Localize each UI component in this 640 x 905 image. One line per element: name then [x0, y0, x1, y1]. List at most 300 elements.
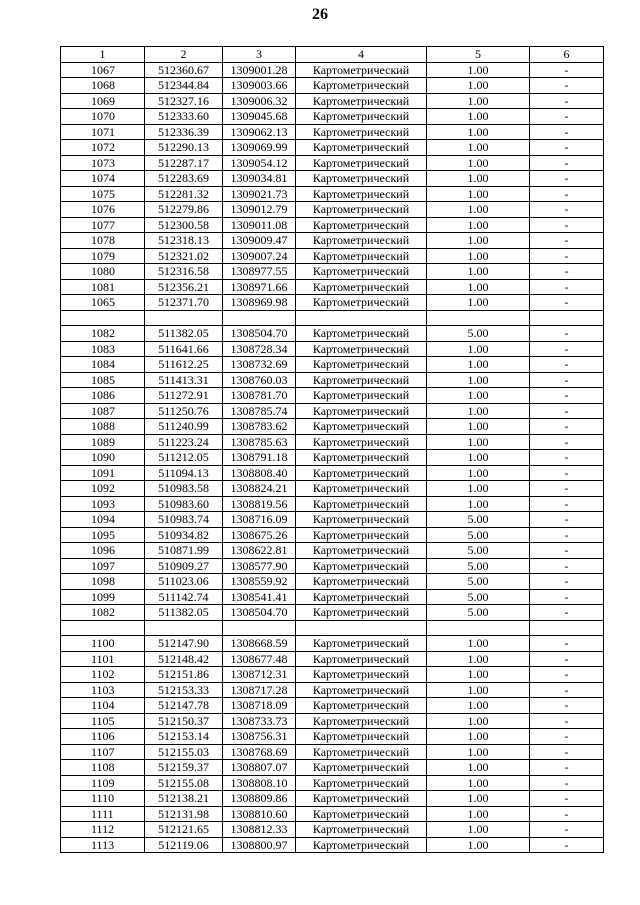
table-cell: 1308824.21	[223, 481, 296, 497]
table-cell: Картометрический	[296, 326, 427, 342]
table-cell: Картометрический	[296, 837, 427, 853]
table-cell: 512281.32	[145, 186, 223, 202]
table-cell: -	[530, 512, 604, 528]
table-cell: Картометрический	[296, 217, 427, 233]
table-cell: 1308969.98	[223, 295, 296, 311]
table-cell: 512336.39	[145, 124, 223, 140]
table-cell: 1.00	[427, 744, 530, 760]
table-cell: 1308712.31	[223, 667, 296, 683]
table-cell: 1.00	[427, 217, 530, 233]
table-cell: 511641.66	[145, 341, 223, 357]
table-cell: 511250.76	[145, 403, 223, 419]
table-cell: 1308677.48	[223, 651, 296, 667]
table-cell: -	[530, 78, 604, 94]
table-cell: 512279.86	[145, 202, 223, 218]
table-cell: Картометрический	[296, 760, 427, 776]
table-cell: -	[530, 62, 604, 78]
table-cell: 511223.24	[145, 434, 223, 450]
table-cell: Картометрический	[296, 78, 427, 94]
table-cell: -	[530, 388, 604, 404]
table-cell: 1091	[61, 465, 145, 481]
table-cell: Картометрический	[296, 434, 427, 450]
table-cell: 1113	[61, 837, 145, 853]
column-header: 4	[296, 47, 427, 63]
table-cell: 512155.03	[145, 744, 223, 760]
table-cell: 1308783.62	[223, 419, 296, 435]
table-cell: -	[530, 357, 604, 373]
table-cell: 1.00	[427, 171, 530, 187]
table-cell: 5.00	[427, 605, 530, 621]
table-row	[61, 465, 604, 481]
table-cell: 1080	[61, 264, 145, 280]
table-row	[61, 558, 604, 574]
table-cell: Картометрический	[296, 636, 427, 652]
table-cell: 1308756.31	[223, 729, 296, 745]
table-cell: -	[530, 543, 604, 559]
column-header: 1	[61, 47, 145, 63]
table-cell: 1079	[61, 248, 145, 264]
table-cell: Картометрический	[296, 481, 427, 497]
table-cell: -	[530, 558, 604, 574]
table-cell: 512290.13	[145, 140, 223, 156]
table-cell: 1308808.40	[223, 465, 296, 481]
table-cell: 1308768.69	[223, 744, 296, 760]
column-header: 2	[145, 47, 223, 63]
table-cell: 1309069.99	[223, 140, 296, 156]
table-cell: -	[530, 775, 604, 791]
table-cell: -	[530, 496, 604, 512]
table-cell: 510983.74	[145, 512, 223, 528]
table-cell: -	[530, 729, 604, 745]
table-row	[61, 155, 604, 171]
table-cell: 5.00	[427, 589, 530, 605]
table-cell: 510983.60	[145, 496, 223, 512]
table-cell: 1308577.90	[223, 558, 296, 574]
table-header-row	[61, 47, 604, 63]
table-row	[61, 403, 604, 419]
table-cell: 1069	[61, 93, 145, 109]
table-cell: 1.00	[427, 186, 530, 202]
table-cell: 512316.58	[145, 264, 223, 280]
table-cell: 1095	[61, 527, 145, 543]
table-cell: -	[530, 217, 604, 233]
table-cell	[427, 620, 530, 636]
table-cell: -	[530, 403, 604, 419]
table-cell: Картометрический	[296, 295, 427, 311]
table-cell: 512155.08	[145, 775, 223, 791]
table-cell: 1.00	[427, 713, 530, 729]
table-cell: 1308504.70	[223, 326, 296, 342]
table-cell: -	[530, 667, 604, 683]
table-row	[61, 124, 604, 140]
table-cell: 1308622.81	[223, 543, 296, 559]
table-cell: Картометрический	[296, 264, 427, 280]
table-cell: 1308812.33	[223, 822, 296, 838]
table-cell: 1106	[61, 729, 145, 745]
table-cell: 1.00	[427, 419, 530, 435]
table-cell: 1070	[61, 109, 145, 125]
table-row	[61, 605, 604, 621]
table-cell: 512147.78	[145, 698, 223, 714]
table-cell: 1101	[61, 651, 145, 667]
table-cell: Картометрический	[296, 186, 427, 202]
table-cell: -	[530, 651, 604, 667]
table-cell: 1103	[61, 682, 145, 698]
table-row	[61, 806, 604, 822]
table-cell: 1.00	[427, 155, 530, 171]
table-row	[61, 682, 604, 698]
table-cell: Картометрический	[296, 140, 427, 156]
table-row	[61, 729, 604, 745]
table-cell: 1068	[61, 78, 145, 94]
table-cell	[296, 310, 427, 326]
table-cell: 1308717.28	[223, 682, 296, 698]
table-cell: -	[530, 326, 604, 342]
table-cell: 511413.31	[145, 372, 223, 388]
table-cell: 1074	[61, 171, 145, 187]
table-cell: 511382.05	[145, 605, 223, 621]
table-row	[61, 822, 604, 838]
table-cell: 512131.98	[145, 806, 223, 822]
table-cell: 1308732.69	[223, 357, 296, 373]
table-cell: -	[530, 171, 604, 187]
table-row	[61, 791, 604, 807]
table-cell: Картометрический	[296, 791, 427, 807]
table-cell: 512300.58	[145, 217, 223, 233]
table-cell: 1308781.70	[223, 388, 296, 404]
coordinates-table	[60, 46, 604, 853]
table-cell	[145, 310, 223, 326]
table-cell	[530, 620, 604, 636]
table-cell: 512356.21	[145, 279, 223, 295]
table-cell: 1085	[61, 372, 145, 388]
table-cell: 5.00	[427, 527, 530, 543]
table-row	[61, 388, 604, 404]
table-cell: 1308760.03	[223, 372, 296, 388]
table-cell: 512327.16	[145, 93, 223, 109]
table-row	[61, 372, 604, 388]
table-row	[61, 217, 604, 233]
table-row	[61, 186, 604, 202]
table-cell: 1309003.66	[223, 78, 296, 94]
table-cell: Картометрический	[296, 93, 427, 109]
table-cell: Картометрический	[296, 171, 427, 187]
table-cell: 1088	[61, 419, 145, 435]
table-cell: Картометрический	[296, 682, 427, 698]
table-cell: -	[530, 837, 604, 853]
table-cell	[145, 620, 223, 636]
table-cell: Картометрический	[296, 496, 427, 512]
table-cell: Картометрический	[296, 403, 427, 419]
table-row	[61, 496, 604, 512]
table-row	[61, 651, 604, 667]
table-cell: 1077	[61, 217, 145, 233]
table-cell: -	[530, 248, 604, 264]
table-cell: -	[530, 434, 604, 450]
table-cell: 1.00	[427, 636, 530, 652]
table-cell: -	[530, 574, 604, 590]
table-cell: 1.00	[427, 109, 530, 125]
table-cell: 1105	[61, 713, 145, 729]
table-cell: Картометрический	[296, 527, 427, 543]
table-cell: 1308977.55	[223, 264, 296, 280]
table-row	[61, 667, 604, 683]
table-cell: 1.00	[427, 729, 530, 745]
table-cell: Картометрический	[296, 744, 427, 760]
table-cell: 512283.69	[145, 171, 223, 187]
table-cell: 1099	[61, 589, 145, 605]
table-cell: 1072	[61, 140, 145, 156]
table-cell: 1308541.41	[223, 589, 296, 605]
table-cell: 1071	[61, 124, 145, 140]
table-cell: 1083	[61, 341, 145, 357]
table-cell	[530, 310, 604, 326]
table-cell: 512151.86	[145, 667, 223, 683]
table-cell: 1.00	[427, 264, 530, 280]
table-row	[61, 109, 604, 125]
table-cell: 1075	[61, 186, 145, 202]
table-cell: 1.00	[427, 403, 530, 419]
table-row	[61, 78, 604, 94]
table-cell: 1.00	[427, 651, 530, 667]
table-cell: Картометрический	[296, 109, 427, 125]
table-cell: 510909.27	[145, 558, 223, 574]
table-cell: 512371.70	[145, 295, 223, 311]
table-cell	[61, 310, 145, 326]
table-cell: 1309054.12	[223, 155, 296, 171]
table-cell: -	[530, 822, 604, 838]
table-cell: 1309012.79	[223, 202, 296, 218]
table-cell: 1076	[61, 202, 145, 218]
table-cell: 1308559.92	[223, 574, 296, 590]
table-cell: 1097	[61, 558, 145, 574]
table-cell: 511272.91	[145, 388, 223, 404]
table-cell: 1.00	[427, 698, 530, 714]
table-cell: 1.00	[427, 248, 530, 264]
table-cell: -	[530, 233, 604, 249]
table-cell	[296, 620, 427, 636]
table-cell: 1100	[61, 636, 145, 652]
table-cell: Картометрический	[296, 698, 427, 714]
table-cell: -	[530, 589, 604, 605]
table-cell	[223, 620, 296, 636]
table-cell: 1.00	[427, 450, 530, 466]
table-cell: 1067	[61, 62, 145, 78]
table-cell: 1.00	[427, 357, 530, 373]
table-row	[61, 341, 604, 357]
table-cell: -	[530, 109, 604, 125]
table-cell: 1086	[61, 388, 145, 404]
table-row	[61, 419, 604, 435]
table-cell: 1082	[61, 326, 145, 342]
table-cell: Картометрический	[296, 775, 427, 791]
table-cell: 511212.05	[145, 450, 223, 466]
table-cell: 1.00	[427, 496, 530, 512]
table-cell: 512153.33	[145, 682, 223, 698]
table-cell: 1308791.18	[223, 450, 296, 466]
table-cell: 1082	[61, 605, 145, 621]
table-cell: Картометрический	[296, 465, 427, 481]
table-row	[61, 279, 604, 295]
table-cell: 1104	[61, 698, 145, 714]
table-cell: -	[530, 202, 604, 218]
table-row	[61, 202, 604, 218]
table-cell: -	[530, 806, 604, 822]
table-cell: 510983.58	[145, 481, 223, 497]
table-cell: 1110	[61, 791, 145, 807]
table-cell: 512138.21	[145, 791, 223, 807]
table-cell: 512159.37	[145, 760, 223, 776]
table-cell: Картометрический	[296, 450, 427, 466]
table-cell: -	[530, 481, 604, 497]
table-row	[61, 248, 604, 264]
table-cell: -	[530, 682, 604, 698]
table-row	[61, 512, 604, 528]
table-cell: 512147.90	[145, 636, 223, 652]
table-cell: 1.00	[427, 667, 530, 683]
table-cell: Картометрический	[296, 419, 427, 435]
table-cell: 1309045.68	[223, 109, 296, 125]
table-cell: 512318.13	[145, 233, 223, 249]
table-cell: 1087	[61, 403, 145, 419]
table-cell: Картометрический	[296, 124, 427, 140]
table-cell: 1309001.28	[223, 62, 296, 78]
table-cell: 512119.06	[145, 837, 223, 853]
table-cell: Картометрический	[296, 667, 427, 683]
table-cell: Картометрический	[296, 512, 427, 528]
table-cell: 512121.65	[145, 822, 223, 838]
table-cell: -	[530, 791, 604, 807]
table-cell: 512321.02	[145, 248, 223, 264]
table-cell: 1309034.81	[223, 171, 296, 187]
table-cell: 1090	[61, 450, 145, 466]
table-row	[61, 62, 604, 78]
table-cell: 1.00	[427, 341, 530, 357]
table-cell: -	[530, 450, 604, 466]
table-cell: 1.00	[427, 93, 530, 109]
table-cell: 1092	[61, 481, 145, 497]
table-cell: Картометрический	[296, 388, 427, 404]
table-cell: 510934.82	[145, 527, 223, 543]
table-cell: 1093	[61, 496, 145, 512]
table-cell	[427, 310, 530, 326]
table-cell: 1308718.09	[223, 698, 296, 714]
table-cell: 1.00	[427, 806, 530, 822]
table-cell: 1.00	[427, 202, 530, 218]
table-cell: 1107	[61, 744, 145, 760]
table-cell: 1308971.66	[223, 279, 296, 295]
table-cell: -	[530, 341, 604, 357]
table-row	[61, 760, 604, 776]
table-cell: Картометрический	[296, 651, 427, 667]
column-header: 3	[223, 47, 296, 63]
table-cell: Картометрический	[296, 543, 427, 559]
table-cell: 1309011.08	[223, 217, 296, 233]
table-cell: 5.00	[427, 326, 530, 342]
table-row	[61, 837, 604, 853]
table-cell: 1089	[61, 434, 145, 450]
table-cell: 1098	[61, 574, 145, 590]
table-cell: 1309007.24	[223, 248, 296, 264]
table-cell: Картометрический	[296, 155, 427, 171]
table-cell: -	[530, 140, 604, 156]
table-cell: Картометрический	[296, 806, 427, 822]
page-number: 26	[312, 6, 328, 23]
table-cell: -	[530, 744, 604, 760]
table-cell: 1308675.26	[223, 527, 296, 543]
table-cell: 1.00	[427, 279, 530, 295]
table-cell: 1308668.59	[223, 636, 296, 652]
table-cell: 1308728.34	[223, 341, 296, 357]
table-row	[61, 527, 604, 543]
table-cell: 1.00	[427, 124, 530, 140]
table-cell: -	[530, 279, 604, 295]
table-cell: 1308808.10	[223, 775, 296, 791]
table-cell: 5.00	[427, 543, 530, 559]
table-row	[61, 698, 604, 714]
table-cell: Картометрический	[296, 729, 427, 745]
table-cell: 1.00	[427, 140, 530, 156]
table-cell: 5.00	[427, 558, 530, 574]
table-cell: Картометрический	[296, 822, 427, 838]
table-cell	[223, 310, 296, 326]
table-cell: 511382.05	[145, 326, 223, 342]
table-cell: 5.00	[427, 574, 530, 590]
table-cell: 1.00	[427, 682, 530, 698]
table-cell: 512287.17	[145, 155, 223, 171]
table-cell: 1081	[61, 279, 145, 295]
table-cell: 1308785.63	[223, 434, 296, 450]
table-row	[61, 233, 604, 249]
table-row	[61, 326, 604, 342]
table-cell: 511094.13	[145, 465, 223, 481]
table-cell: 1.00	[427, 388, 530, 404]
table-cell: 510871.99	[145, 543, 223, 559]
table-row	[61, 775, 604, 791]
table-cell: 1.00	[427, 837, 530, 853]
table-cell: 1111	[61, 806, 145, 822]
table-cell: 1094	[61, 512, 145, 528]
table-cell: -	[530, 124, 604, 140]
table-cell: -	[530, 636, 604, 652]
table-cell: -	[530, 419, 604, 435]
table-cell: 1108	[61, 760, 145, 776]
table-cell: 1309006.32	[223, 93, 296, 109]
table-cell: 1308819.56	[223, 496, 296, 512]
table-cell: 1308733.73	[223, 713, 296, 729]
table-cell: 1073	[61, 155, 145, 171]
table-cell: Картометрический	[296, 574, 427, 590]
table-cell: 1.00	[427, 791, 530, 807]
table-cell: -	[530, 713, 604, 729]
table-cell: 511240.99	[145, 419, 223, 435]
table-cell: 512360.67	[145, 62, 223, 78]
table-row	[61, 171, 604, 187]
table-cell: 1.00	[427, 62, 530, 78]
table-cell: Картометрический	[296, 713, 427, 729]
table-cell: -	[530, 527, 604, 543]
table-cell: 1.00	[427, 434, 530, 450]
column-header: 5	[427, 47, 530, 63]
table-cell: -	[530, 465, 604, 481]
table-cell: 1308716.09	[223, 512, 296, 528]
table-row	[61, 574, 604, 590]
table-cell: Картометрический	[296, 605, 427, 621]
table-cell: 512333.60	[145, 109, 223, 125]
table-row	[61, 93, 604, 109]
table-row	[61, 481, 604, 497]
table-cell: 512148.42	[145, 651, 223, 667]
